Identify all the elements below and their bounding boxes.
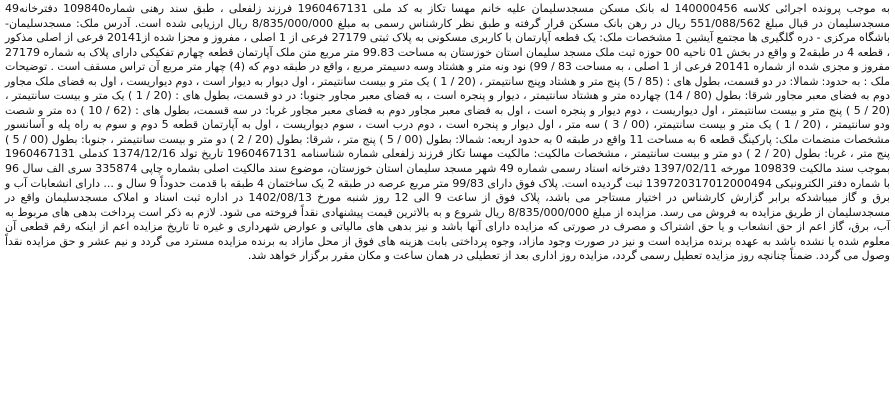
auction-notice-text: به موجب پرونده اجرائی کلاسه 140000456 له بانک مسکن مسجدسلیمان علیه خانم مهسا تکاز به کد ملی 1960467131 فرزند زلفعلی ، طبق سند رهنی شماره109840 دفترخانه49 مسجدسلیمان در قبال مبلغ 551/088/562 ریال در رهن بانک مسکن قرار گرفته و طبق نظر کارشناس رسمی به مبلغ 8/835/000/000 ریال ارزیابی شده است. آدرس ملک: مسجدسلیمان- باشگاه مرکزی - دره گلگیری ها مجتمع آیشین 1 مشخصات ملک: یک قطعه آپارتمان با کاربری مسکونی به پلاک ثبتی 27179 فرعی از 1 اصلی ، مفروز و مجزا شده از20141 فرعی از اصلی مذکور ، قطعه 4 در طبقه2 و واقع در بخش 01 ناحیه 00 حوزه ثبت ملک مسجد سلیمان استان خوزستان به مساحت 99.83 متر مربع متن ملک آپارتمان قطعه چهارم تفکیکی دارای پلاک به شماره 27179 مفروز و مجزی شده از شماره 20141 فرعی از 1 اصلی ، به مساحت 83 / 99) نود ونه متر و هشتاد وسه دسیمتر مربع ، واقع در طبقه دوم که (4) چهار متر مربع آن تراس مسقف است . توضیحات ملک : به حدود: شمالا: در دو قسمت، بطول های : (85 / 5) پنج متر و هشتاد وپنج سانتیمتر ، (20 / 1 ) یک متر و بیست سانتیمتر ، اول دیوار به دیوار است ، دوم دیواریست ، اول به فضای ملک مجاور دوم به فضای معبر مجاور شرقا: بطول (80 / 14) چهارده متر و هشتاد سانتیمتر ، دیوار و پنجره است ، به فضای معبر مجاور جنوبا: در دو قسمت، بطول های : (20 / 1 ) یک متر و بیست سانتیمتر ، (20 / 5 ) پنج متر و بیست سانتیمتر ، اول دیواریست ، دوم دیوار و پنجره است ، اول به فضای معبر مجاور دوم به فضای معبر مجاور غربا: در سه قسمت، بطول های : (62 / 10 ) ده متر و شصت ودو سانتیمتر ، (20 / 1 ) یک متر و بیست سانتیمتر، (00 / 3 ) سه متر ، اول دیوار و پنجره است ، دوم درب است ، سوم دیواریست ، اول به آپارتمان قطعه 5 دوم و سوم به راه پله و آسانسور مشخصات منضمات ملک: پارکینگ قطعه 6 به مساحت 11 واقع در طبقه 0 به حدود اربعه: شمالا: بطول (00 / 5 ) پنج متر ، شرقا: بطول (20 / 2 ) دو متر و بیست سانتیمتر ، جنوبا: بطول (00 / 5 ) پنج متر ، غربا: بطول (20 / 2 ) دو متر و بیست سانتیمتر ، مشخصات مالکیت: مالکیت مهسا تکاز فرزند زلفعلی شماره شناسنامه 1960467131 تاریخ تولد 1374/12/16 کدملی 1960467131 بموجب سند مالکیت 109839 مورخه 1397/02/11 دفترخانه اسناد رسمی شماره 49 شهر مسجد سلیمان استان خوزستان، موضوع سند مالکیت اصلی بشماره چاپی 335874 سری الف سال 96 با شماره دفتر الکترونیکی 139720317012000494 ثبت گردیده است. پلاک فوق دارای 99/83 متر مربع عرصه در طبقه 2 یک ساختمان 4 طبقه با قدمت حدوداً 9 سال و ... دارای انشعابات آب و برق و گاز میباشدکه برابر گزارش کارشناس در اختیار مستاجر می باشد، پلاک فوق از ساعت 9 الی 12 روز شنبه مورخ 1402/08/13 در اداره ثبت اسناد و املاک مسجدسلیمان واقع در مسجدسلیمان از طریق مزایده به فروش می رسد. مزایده از مبلغ 8/835/000/000 ریال شروع و به بالاترین قیمت پیشنهادی نقداً فروخته می شود. لازم به ذکر است پرداخت بدهی های مربوط به آب، برق، گاز اعم از حق انشعاب و یا حق اشتراک و مصرف در صورتی که مزایده دارای آنها باشد و نیز بدهی های مالیاتی و عوارض شهرداری و غیره تا تاریخ مزایده اعم از اینکه رقم قطعی آن معلوم شده یا نشده باشد به عهده برنده مزایده است و نیز در صورت وجود مازاد، وجوه پرداختی بابت هزینه های فوق از محل مازاد به برنده مزایده مسترد می گردد و نیم عشر و حق مزایده نقداً وصول می گردد. ضمناً چنانچه روز مزایده تعطیل رسمی گردد، مزایده روز اداری بعد از تعطیلی در همان ساعت و مکان مقرر برگزار خواهد شد. — [5, 2, 891, 263]
